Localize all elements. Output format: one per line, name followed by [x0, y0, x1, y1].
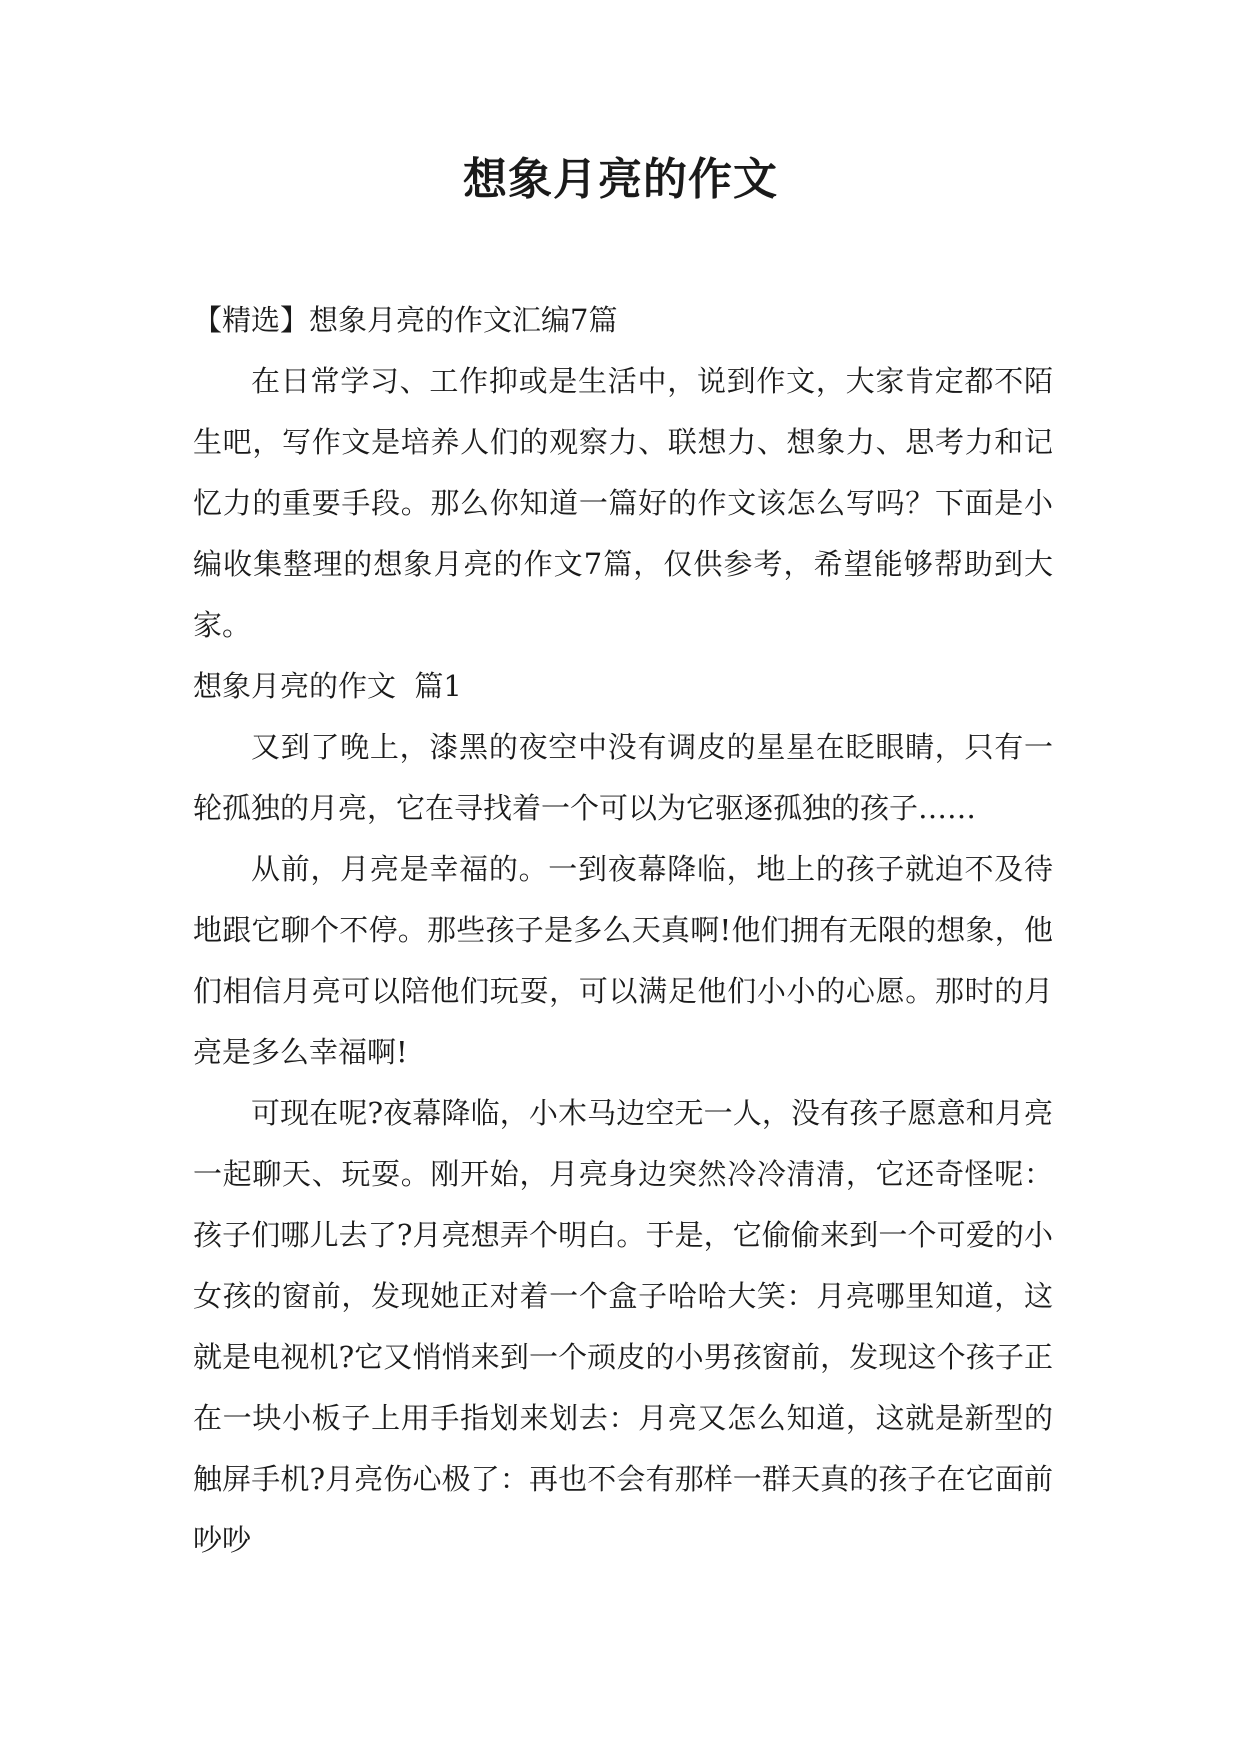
collection-heading: 【精选】想象月亮的作文汇编7篇 — [193, 303, 618, 337]
document-title: 想象月亮的作文 — [463, 154, 778, 205]
body-paragraph: 可现在呢?夜幕降临，小木马边空无一人，没有孩子愿意和月亮一起聊天、玩耍。刚开始，月亮身边突然冷冷清清，它还奇怪呢：孩子们哪儿去了?月亮想弄个明白。于是，它偷偷来到一个可爱的小女孩的窗前，发现她正对着一个盒子哈哈大笑：月亮哪里知道，这就是电视机?它又悄悄来到一个顽皮的小男孩窗前，发现这个孩子正在一块小板子上用手指划来划去：月亮又怎么知道，这就是新型的触屏手机?月亮伤心极了：再也不会有那样一群天真的孩子在它面前吵吵 — [193, 1096, 1053, 1557]
document-body — [193, 290, 1053, 1571]
body-paragraph: 又到了晚上，漆黑的夜空中没有调皮的星星在眨眼睛，只有一轮孤独的月亮，它在寻找着一个可以为它驱逐孤独的孩子…… — [193, 730, 1053, 825]
section-heading: 想象月亮的作文 篇1 — [193, 669, 462, 703]
body-paragraph: 从前，月亮是幸福的。一到夜幕降临，地上的孩子就迫不及待地跟它聊个不停。那些孩子是多么天真啊!他们拥有无限的想象，他们相信月亮可以陪他们玩耍，可以满足他们小小的心愿。那时的月亮是多么幸福啊! — [193, 852, 1053, 1069]
intro-paragraph: 在日常学习、工作抑或是生活中，说到作文，大家肯定都不陌生吧，写作文是培养人们的观察力、联想力、想象力、思考力和记忆力的重要手段。那么你知道一篇好的作文该怎么写吗？下面是小编收集整理的想象月亮的作文7篇，仅供参考，希望能够帮助到大家。 — [193, 364, 1053, 642]
